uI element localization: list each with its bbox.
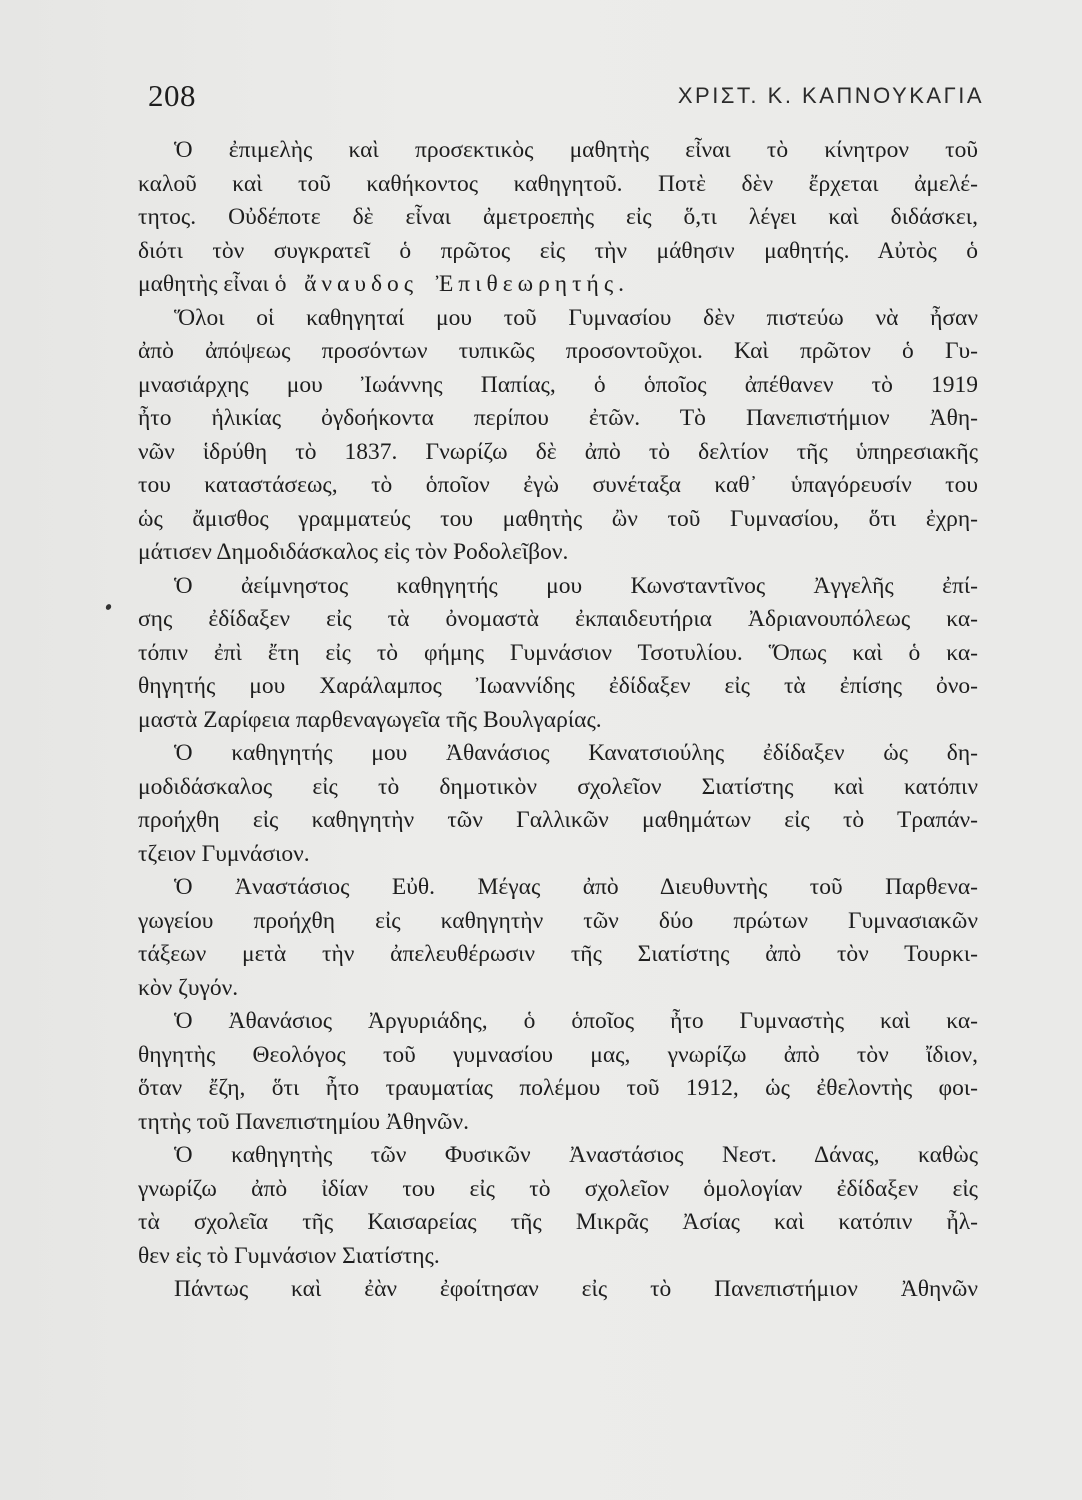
text-line: τόπιν ἐπὶ ἔτη εἰς τὸ φήμης Γυμνάσιον Τσοτυλίου. Ὅπως καὶ ὁ κα- (138, 639, 978, 666)
text-line: του καταστάσεως, τὸ ὁποῖον ἐγὼ συνέταξα καθ᾽ ὑπαγόρευσίν του (138, 472, 978, 498)
text-line: μνασιάρχης μου Ἰωάννης Παπίας, ὁ ὁποῖος ἀπέθανεν τὸ 1919 (138, 371, 978, 398)
spaced-word: Ἐπιθεωρητής. (435, 271, 630, 297)
text-line: ἦτο ἡλικίας ὀγδοήκοντα περίπου ἐτῶν. Τὸ Πανεπιστήμιον Ἀθη- (138, 405, 978, 431)
text-line: τὰ σχολεῖα τῆς Καισαρείας τῆς Μικρᾶς Ἀσίας καὶ κατόπιν ἦλ- (138, 1209, 978, 1235)
text-line: Ὁ ἀείμνηστος καθηγητής μου Κωνσταντῖνος Ἀγγελῆς ἐπί- (174, 572, 978, 599)
text-line: τάξεων μετὰ τὴν ἀπελευθέρωσιν τῆς Σιατίστης ἀπὸ τὸν Τουρκι- (138, 941, 978, 967)
text-line: τητὴς τοῦ Πανεπιστημίου Ἀθηνῶν. (138, 1108, 470, 1135)
text-line: τητος. Οὐδέποτε δὲ εἶναι ἀμετροεπὴς εἰς ὅ,τι λέγει καὶ διδάσκει, (138, 204, 978, 230)
text-line (138, 268, 978, 302)
text-line: διότι τὸν συγκρατεῖ ὁ πρῶτος εἰς τὴν μάθησιν μαθητής. Αὐτὸς ὁ (138, 237, 978, 264)
text-line: καλοῦ καὶ τοῦ καθήκοντος καθηγητοῦ. Ποτὲ δὲν ἔρχεται ἀμελέ- (138, 170, 978, 197)
page-header (148, 78, 984, 118)
text-line: ὅταν ἔζη, ὅτι ἦτο τραυματίας πολέμου τοῦ 1912, ὡς ἐθελοντὴς φοι- (138, 1075, 978, 1101)
text-line: Ὁ καθηγητὴς τῶν Φυσικῶν Ἀναστάσιος Νεστ. Δάνας, καθὼς (174, 1142, 978, 1168)
margin-mark (105, 603, 113, 611)
text-line: νῶν ἱδρύθη τὸ 1837. Γνωρίζω δὲ ἀπὸ τὸ δελτίον τῆς ὑπηρεσιακῆς (138, 438, 978, 465)
spaced-word: ἄναυδος (304, 271, 419, 297)
text-line: Ὁ Ἀθανάσιος Ἀργυριάδης, ὁ ὁποῖος ἦτο Γυμναστὴς καὶ κα- (174, 1008, 978, 1034)
text-line: θηγητής μου Χαράλαμπος Ἰωαννίδης ἐδίδαξεν εἰς τὰ ἐπίσης ὀνο- (138, 673, 978, 699)
text-line: θεν εἰς τὸ Γυμνάσιον Σιατίστης. (138, 1242, 440, 1269)
text-line: Ὁ Ἀναστάσιος Εὐθ. Μέγας ἀπὸ Διευθυντὴς τοῦ Παρθενα- (174, 874, 978, 900)
text-line: Ὅλοι οἱ καθηγηταί μου τοῦ Γυμνασίου δὲν πιστεύω νὰ ἦσαν (174, 304, 978, 331)
text-line: ἀπὸ ἀπόψεως προσόντων τυπικῶς προσοντοῦχοι. Καὶ πρῶτον ὁ Γυ- (138, 338, 978, 364)
text-line: σης ἐδίδαξεν εἰς τὰ ὀνομαστὰ ἐκπαιδευτήρια Ἀδριανουπόλεως κα- (138, 606, 978, 632)
text-line: μοδιδάσκαλος εἰς τὸ δημοτικὸν σχολεῖον Σιατίστης καὶ κατόπιν (138, 773, 978, 800)
text-line: Πάντως καὶ ἐὰν ἐφοίτησαν εἰς τὸ Πανεπιστήμιον Ἀθηνῶν (174, 1276, 978, 1302)
text-line: ὡς ἄμισθος γραμματεύς του μαθητὴς ὢν τοῦ Γυμνασίου, ὅτι ἐχρη- (138, 505, 978, 532)
text-line: προήχθη εἰς καθηγητὴν τῶν Γαλλικῶν μαθημάτων εἰς τὸ Τραπάν- (138, 807, 978, 833)
text-line: θηγητὴς Θεολόγος τοῦ γυμνασίου μας, γνωρίζω ἀπὸ τὸν ἴδιον, (138, 1041, 978, 1068)
text-line: κὸν ζυγόν. (138, 974, 239, 1001)
page-number: 208 (148, 78, 196, 113)
text-line: τζειον Γυμνάσιον. (138, 840, 310, 867)
body-text (138, 134, 978, 1307)
running-head-author: ΧΡΙΣΤ. Κ. ΚΑΠΝΟΥΚΑΓΙΑ (677, 83, 984, 108)
text-line: μάτισεν Δημοδιδάσκαλος εἰς τὸν Ροδολεῖβον. (138, 539, 569, 565)
text-line: Ὁ καθηγητής μου Ἀθανάσιος Κανατσιούλης ἐδίδαξεν ὡς δη- (174, 740, 978, 766)
text-line: γνωρίζω ἀπὸ ἰδίαν του εἰς τὸ σχολεῖον ὁμολογίαν ἐδίδαξεν εἰς (138, 1175, 978, 1202)
text-line: Ὁ ἐπιμελὴς καὶ προσεκτικὸς μαθητὴς εἶναι τὸ κίνητρον τοῦ (174, 137, 978, 163)
text-line: μαστὰ Ζαρίφεια παρθεναγωγεῖα τῆς Βουλγαρίας. (138, 706, 602, 733)
text-line-segment: μαθητὴς εἶναι ὁ (138, 271, 287, 297)
text-line: γωγείου προήχθη εἰς καθηγητὴν τῶν δύο πρώτων Γυμνασιακῶν (138, 907, 978, 934)
